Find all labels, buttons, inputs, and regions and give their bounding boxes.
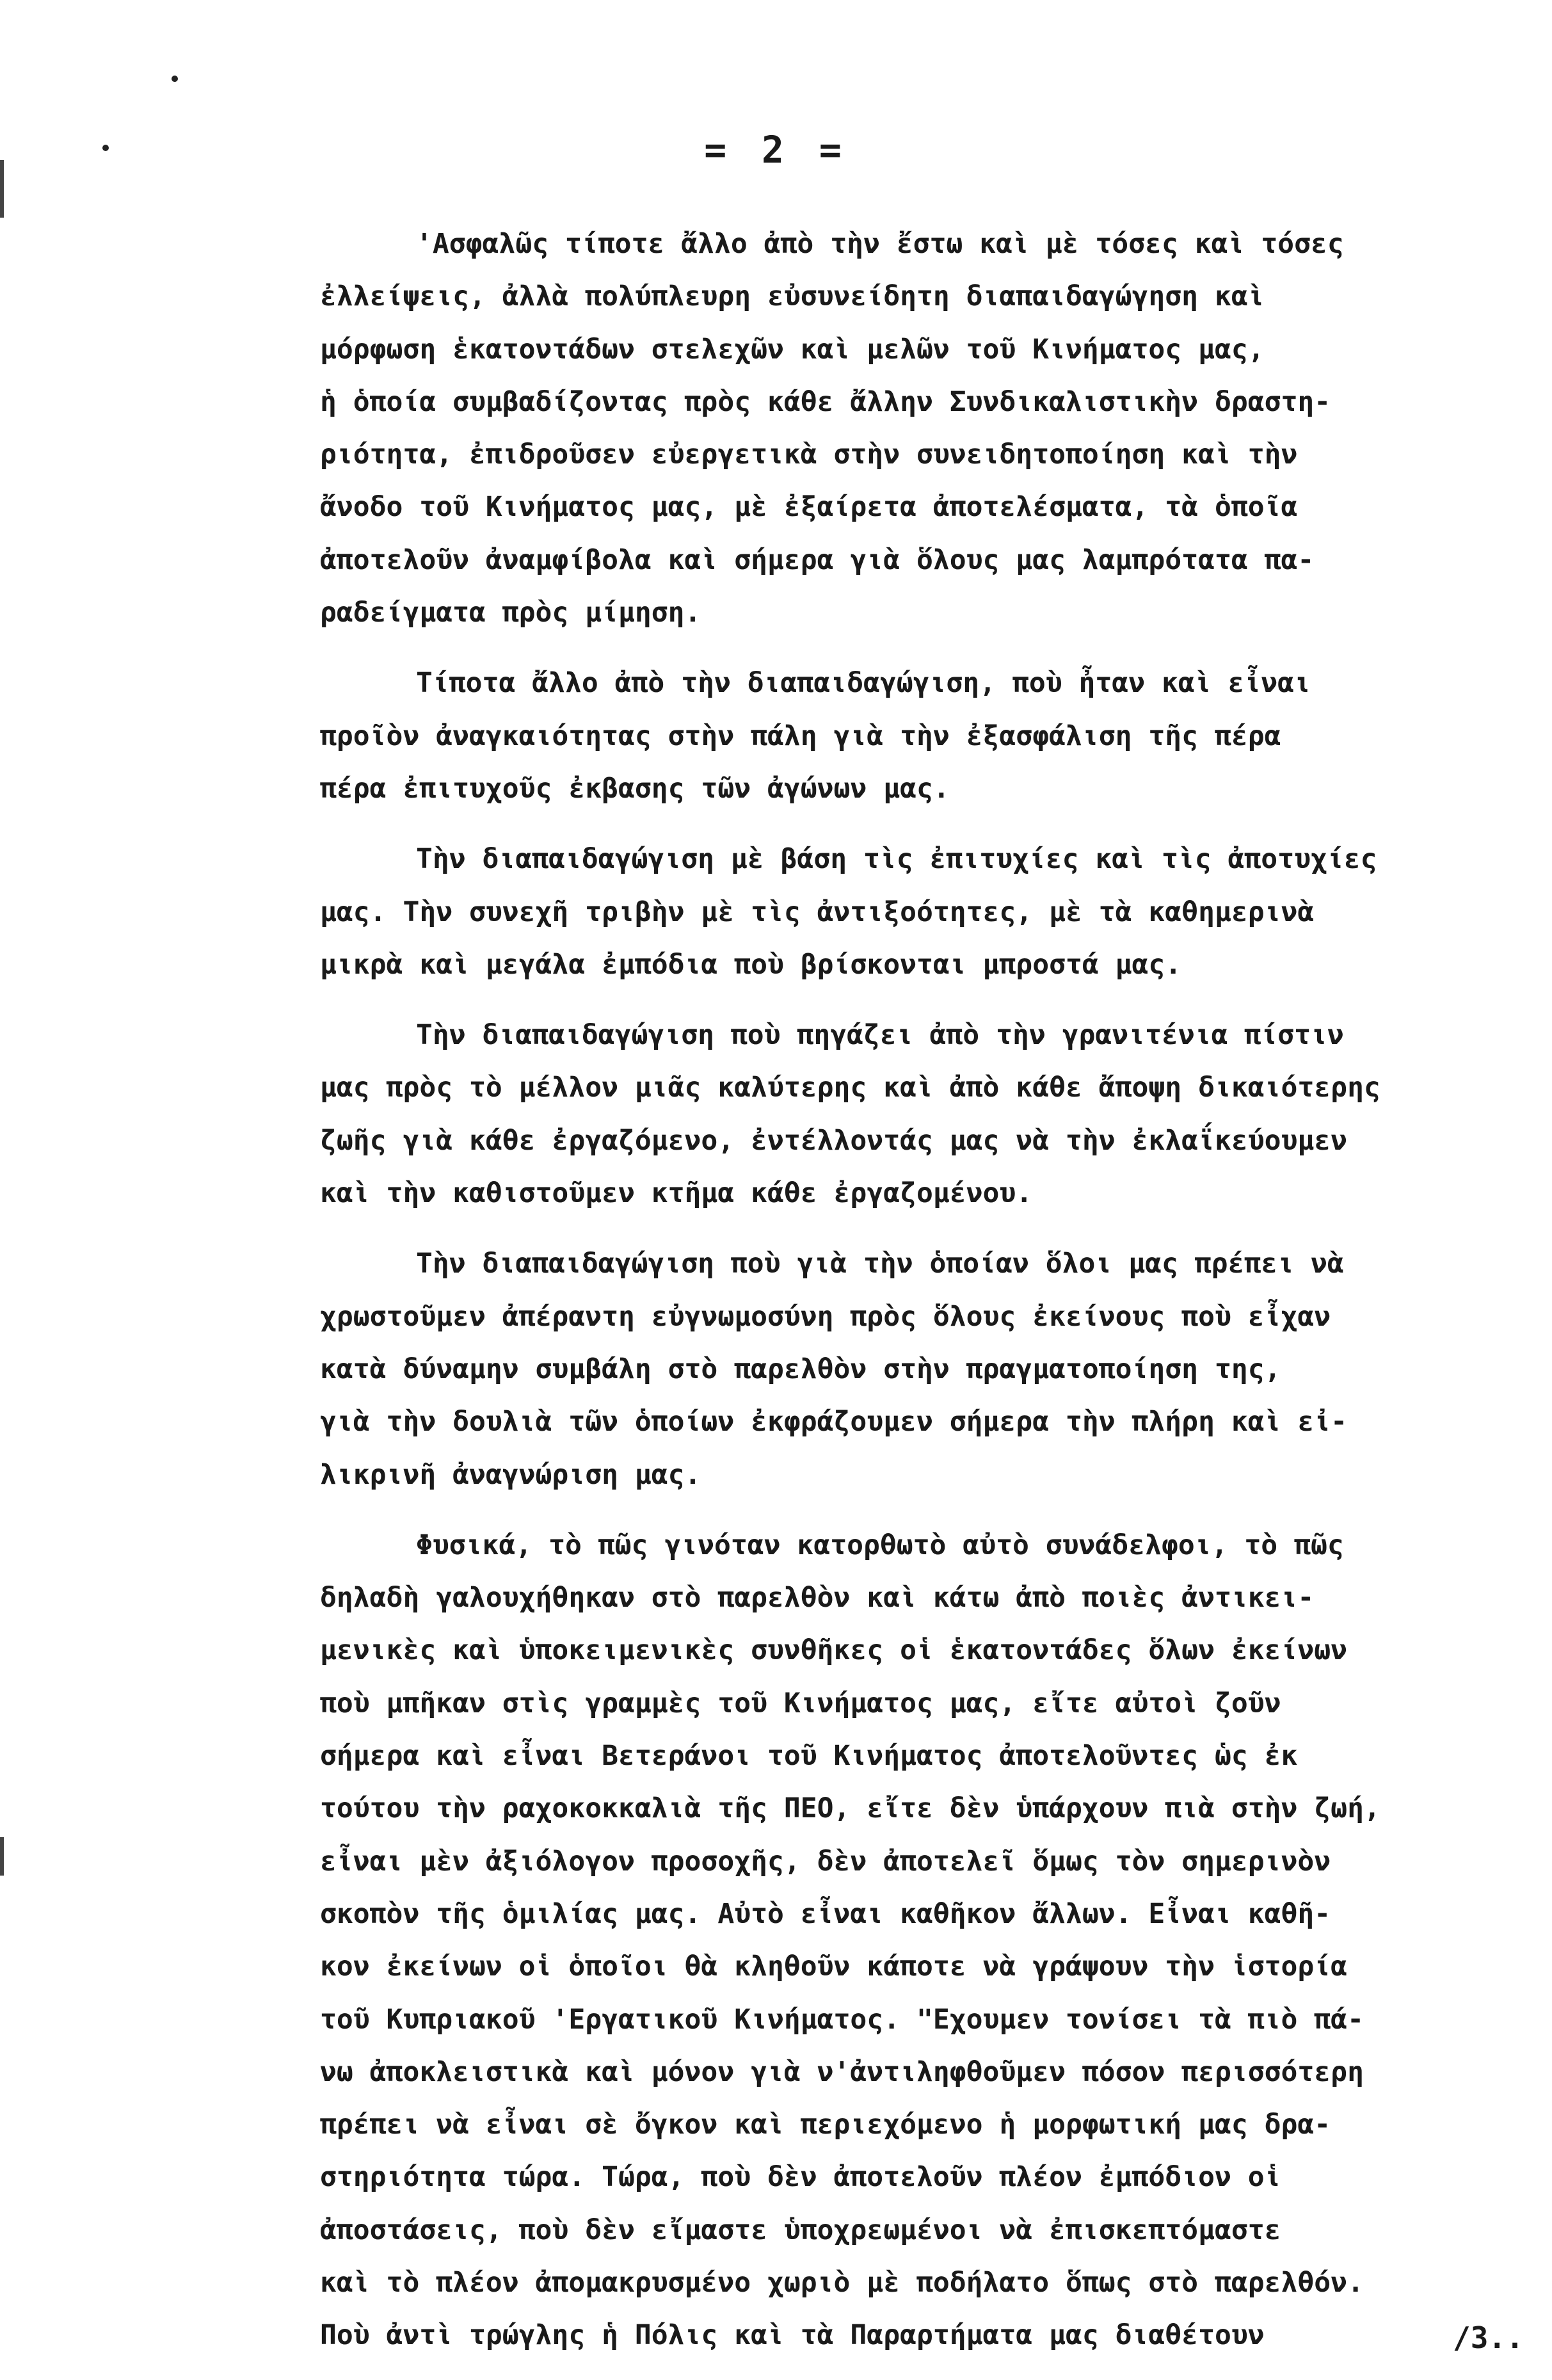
text-line: γιὰ τὴν δουλιὰ τῶν ὁποίων ἐκφράζουμεν σήμερα τὴν πλήρη καὶ εἰ- [320,1406,1348,1438]
text-line: μικρὰ καὶ μεγάλα ἐμπόδια ποὺ βρίσκονται μπροστά μας. [320,948,1182,981]
text-line: ἄνοδο τοῦ Κινήματος μας, μὲ ἐξαίρετα ἀποτελέσματα, τὰ ὁποῖα [320,491,1298,524]
text-line: καὶ τὸ πλέον ἀπομακρυσμένο χωριὸ μὲ ποδήλατο ὅπως στὸ παρελθόν. [320,2266,1364,2299]
page-number: = 2 = [704,128,848,172]
text-line: Ποὺ ἀντὶ τρώγλης ἡ Πόλις καὶ τὰ Παραρτήματα μας διαθέτουν [320,2319,1265,2352]
text-line: ποὺ μπῆκαν στὶς γραμμὲς τοῦ Κινήματος μας, εἴτε αὐτοὶ ζοῦν [320,1687,1281,1719]
paragraph-4 [320,1009,1530,1219]
text-line: ριότητα, ἐπιδροῦσεν εὐεργετικὰ στὴν συνειδητοποίηση καὶ τὴν [320,438,1298,471]
paragraph-6 [320,1519,1530,2362]
body-text [320,218,1530,2380]
paragraph-1 [320,218,1530,639]
text-line: ἐλλείψεις, ἀλλὰ πολύπλευρη εὐσυνείδητη διαπαιδαγώγηση καὶ [320,280,1265,313]
text-line: νω ἀποκλειστικὰ καὶ μόνον γιὰ ν'ἀντιληφθοῦμεν πόσον περισσότερη [320,2055,1364,2088]
text-line: πέρα ἐπιτυχοῦς ἐκβασης τῶν ἀγώνων μας. [320,772,950,805]
text-line: σκοπὸν τῆς ὁμιλίας μας. Αὐτὸ εἶναι καθῆκον ἄλλων. Εἶναι καθῆ- [320,1897,1331,1930]
paragraph-3 [320,833,1530,991]
text-line: στηριότητα τώρα. Τώρα, ποὺ δὲν ἀποτελοῦν πλέον ἐμπόδιον οἱ [320,2161,1281,2194]
text-line: τούτου τὴν ραχοκοκκαλιὰ τῆς ΠΕΟ, εἴτε δὲν ὑπάρχουν πιὰ στὴν ζωή, [320,1792,1380,1825]
text-line: ζωῆς γιὰ κάθε ἐργαζόμενο, ἐντέλλοντάς μας νὰ τὴν ἐκλαΐκεύουμεν [320,1124,1348,1157]
text-line: μας. Τὴν συνεχῆ τριβὴν μὲ τὶς ἀντιξοότητες, μὲ τὰ καθημερινὰ [320,896,1315,928]
binding-edge-mark [0,1837,4,1876]
text-line: εἶναι μὲν ἀξιόλογον προσοχῆς, δὲν ἀποτελεῖ ὅμως τὸν σημερινὸν [320,1845,1331,1877]
text-line: σήμερα καὶ εἶναι Βετεράνοι τοῦ Κινήματος ἀποτελοῦντες ὡς ἐκ [320,1740,1298,1773]
text-line: λικρινῆ ἀναγνώριση μας. [320,1458,701,1491]
text-line: ἀποστάσεις, ποὺ δὲν εἴμαστε ὑποχρεωμένοι νὰ ἐπισκεπτόμαστε [320,2214,1281,2246]
paragraph-2 [320,657,1530,815]
text-line: μας πρὸς τὸ μέλλον μιᾶς καλύτερης καὶ ἀπὸ κάθε ἄποψη δικαιότερης [320,1072,1380,1104]
text-line: μόρφωση ἑκατοντάδων στελεχῶν καὶ μελῶν τοῦ Κινήματος μας, [320,333,1265,366]
paragraph-5 [320,1237,1530,1500]
text-line: Φυσικά, τὸ πῶς γινόταν κατορθωτὸ αὐτὸ συνάδελφοι, τὸ πῶς [416,1529,1344,1561]
text-line: Τίποτα ἄλλο ἀπὸ τὴν διαπαιδαγώγιση, ποὺ ἦταν καὶ εἶναι [416,667,1311,700]
text-line: Τὴν διαπαιδαγώγιση ποὺ γιὰ τὴν ὁποίαν ὅλοι μας πρέπει νὰ [416,1248,1344,1280]
text-line: τοῦ Κυπριακοῦ 'Εργατικοῦ Κινήματος. "Εχουμεν τονίσει τὰ πιὸ πά- [320,2003,1364,2036]
text-line: ἀποτελοῦν ἀναμφίβολα καὶ σήμερα γιὰ ὅλους μας λαμπρότατα πα- [320,543,1315,576]
text-line: μενικὲς καὶ ὑποκειμενικὲς συνθῆκες οἱ ἑκατοντάδες ὅλων ἐκείνων [320,1634,1348,1667]
text-line: Τὴν διαπαιδαγώγιση ποὺ πηγάζει ἀπὸ τὴν γρανιτένια πίστιν [416,1019,1344,1052]
text-line: ἡ ὁποία συμβαδίζοντας πρὸς κάθε ἄλλην Συνδικαλιστικὴν δραστη- [320,385,1331,418]
text-line: πρέπει νὰ εἶναι σὲ ὄγκον καὶ περιεχόμενο ἡ μορφωτική μας δρα- [320,2109,1331,2141]
text-line: κατὰ δύναμην συμβάλη στὸ παρελθὸν στὴν πραγματοποίηση της, [320,1353,1281,1385]
text-line: ραδείγματα πρὸς μίμηση. [320,597,701,629]
text-line: προῖὸν ἀναγκαιότητας στὴν πάλη γιὰ τὴν ἐξασφάλιση τῆς πέρα [320,720,1281,752]
text-line: δηλαδὴ γαλουχήθηκαν στὸ παρελθὸν καὶ κάτω ἀπὸ ποιὲς ἀντικει- [320,1582,1315,1614]
next-page-reference: /3.. [1453,2320,1524,2355]
text-line: Τὴν διαπαιδαγώγιση μὲ βάση τὶς ἐπιτυχίες καὶ τὶς ἀποτυχίες [416,843,1377,876]
text-line: 'Ασφαλῶς τίποτε ἄλλο ἀπὸ τὴν ἔστω καὶ μὲ τόσες καὶ τόσες [416,228,1344,260]
text-line: κον ἐκείνων οἱ ὁποῖοι θὰ κληθοῦν κάποτε νὰ γράψουν τὴν ἱστορία [320,1950,1348,1983]
text-line: χρωστοῦμεν ἀπέραντη εὐγνωμοσύνη πρὸς ὅλους ἐκείνους ποὺ εἶχαν [320,1300,1331,1333]
scan-speck [172,76,178,82]
text-line: καὶ τὴν καθιστοῦμεν κτῆμα κάθε ἐργαζομένου. [320,1177,1033,1210]
